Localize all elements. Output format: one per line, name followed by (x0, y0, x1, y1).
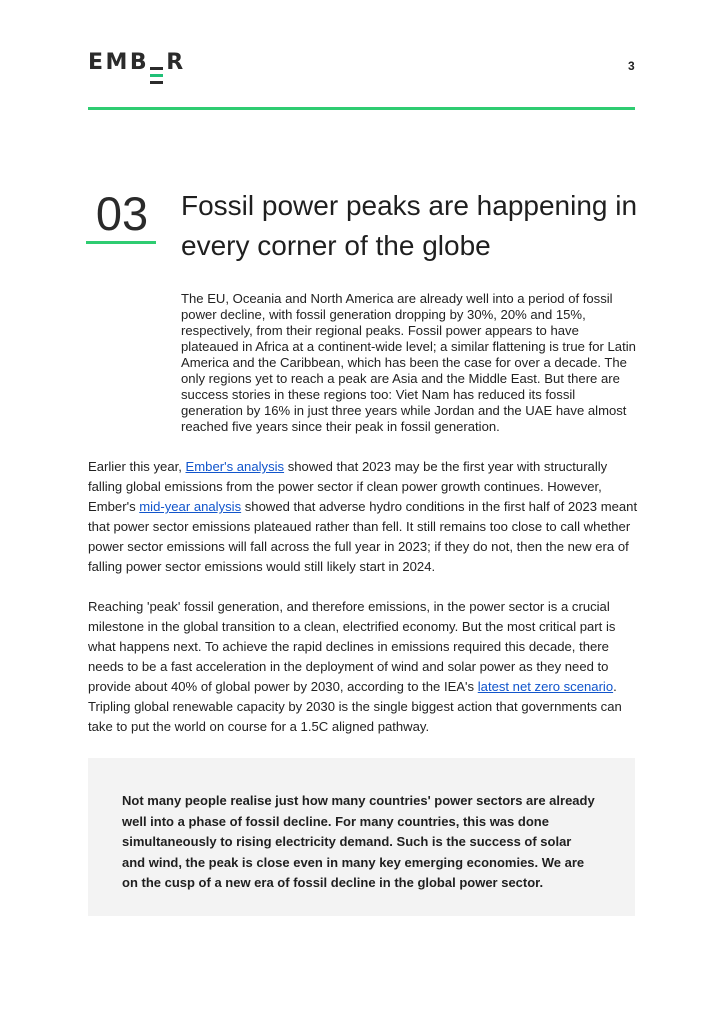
quote-box (88, 758, 635, 916)
ember-analysis-link[interactable]: Ember's analysis (185, 459, 285, 474)
net-zero-scenario-link[interactable]: latest net zero scenario (477, 679, 614, 694)
logo-e-glyph (150, 67, 163, 84)
section-number: 03 (95, 187, 149, 240)
quote-text: Not many people realise just how many countries' power sectors are already well into a phase of fossil decline. For many countries, this was done simultaneously to rising electricity demand. Such is the success of solar and wind, the peak is close even in many key emerging economies. We are on the cusp of a new era of fossil decline in the global power sector. (122, 793, 595, 890)
mid-year-analysis-link[interactable]: mid-year analysis (139, 499, 242, 514)
p1-text-b: showed that 2023 may be the first year with structurally falling global emissions from the power sector if clean power growth continues. However, Ember's (88, 459, 608, 514)
body-paragraph-2 (88, 597, 638, 737)
body-paragraph-1 (88, 457, 638, 577)
p1-text-c: showed that adverse hydro conditions in the first half of 2023 meant that power sector emissions plateaued rather than fell. It still remains too close to call whether power sector emissions will fall across the full year in 2023; if they do not, then the new era of falling power sector emissions would still likely start in 2024. (88, 499, 638, 574)
page-number: 3 (628, 59, 635, 73)
p1-text-a: Earlier this year, (88, 459, 186, 474)
section-intro: The EU, Oceania and North America are already well into a period of fossil power decline, with fossil generation dropping by 30%, 20% and 15%, respectively, from their regional peaks. Fossil power appears to have plateaued in Africa at a continent-wide level; a similar flattening is true for Latin America and the Caribbean, which has been the case for over a decade. The only regions yet to reach a peak are Asia and the Middle East. But there are success stories in these regions too: Viet Nam has reduced its fossil generation by 16% in just three years while Jordan and the UAE have almost reached five years since their peak in fossil generation. (181, 291, 636, 434)
section-title: Fossil power peaks are happening in every corner of the globe (181, 190, 638, 261)
p2-text-b: . Tripling global renewable capacity by 2030 is the single biggest action that governments can take to put the world on course for a 1.5C aligned pathway. (88, 679, 622, 734)
ember-logo (88, 50, 186, 79)
header-divider (88, 107, 635, 110)
logo-text: EMB R (88, 50, 186, 84)
section-number-underline (86, 241, 156, 244)
p2-text-a: Reaching 'peak' fossil generation, and therefore emissions, in the power sector is a crucial milestone in the global transition to a clean, electrified economy. But the most critical part is what happens next. To achieve the rapid declines in emissions required this decade, there needs to be a fast acceleration in the deployment of wind and solar power as they need to provide about 40% of global power by 2030, according to the IEA's (88, 599, 616, 694)
